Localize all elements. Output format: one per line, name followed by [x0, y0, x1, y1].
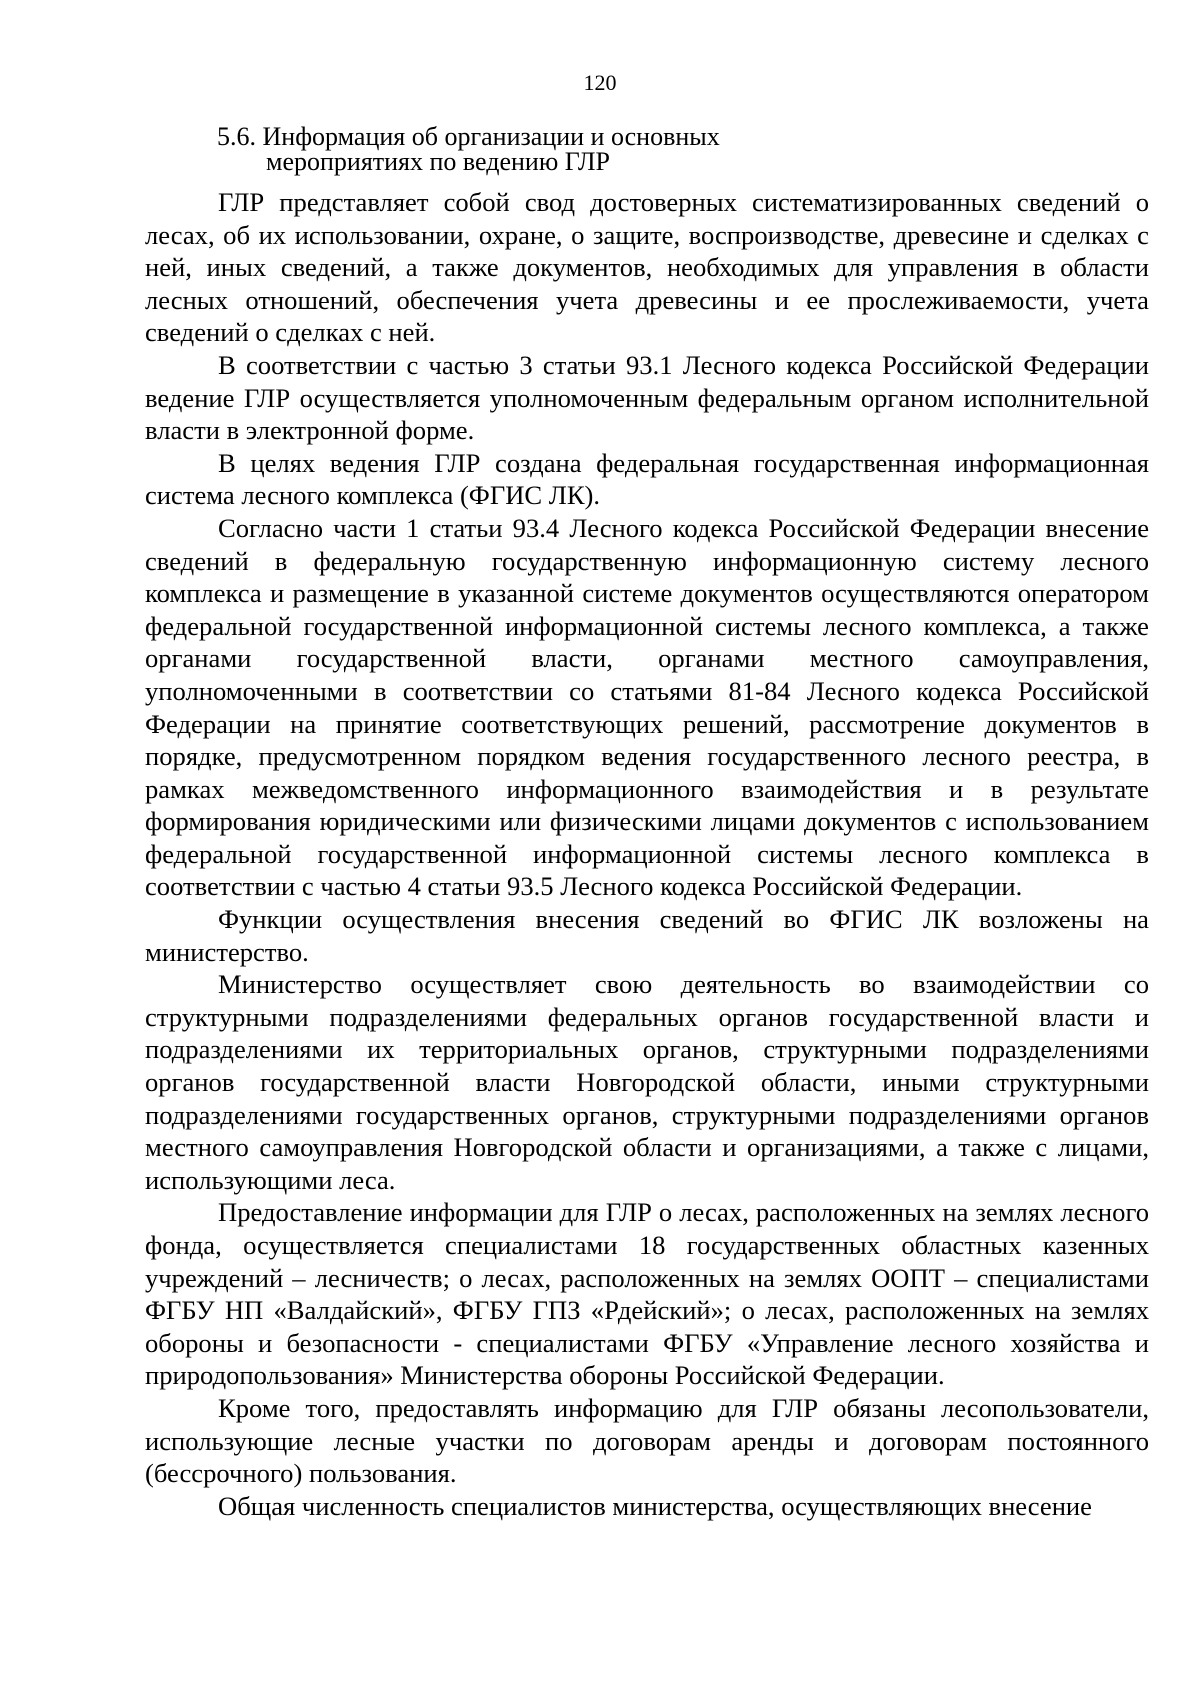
- section-heading-line-1: 5.6. Информация об организации и основных: [217, 122, 720, 151]
- paragraph-fgis-lk: В целях ведения ГЛР создана федеральная государственная информационная система лесного комплекса (ФГИС ЛК).: [145, 447, 1149, 511]
- document-body: [145, 186, 1149, 1522]
- paragraph-ministry-functions: Функции осуществления внесения сведений во ФГИС ЛК возложены на министерство.: [145, 904, 1149, 967]
- section-heading: [217, 124, 917, 174]
- paragraph-glr-definition: ГЛР представляет собой свод достоверных систематизированных сведений о лесах, об их использовании, охране, о защите, воспроизводстве, древесине и сделках с ней, иных сведений, а также документов, необходимых для управления в области лесных отношений, обеспечения учета древесины и ее прослеживаемости, учета сведений о сделках с ней.: [145, 187, 1149, 348]
- paragraph-specialists-count: Общая численность специалистов министерства, осуществляющих внесение: [218, 1490, 1092, 1521]
- paragraph-article-93-4: Согласно части 1 статьи 93.4 Лесного кодекса Российской Федерации внесение сведений в федеральную государственную информационную систему лесного комплекса и размещение в указанной системе документов осуществляются оператором федеральной государственной информационной системы лесного комплекса, а также органами государственной власти, органами местного самоуправления, уполномоченными в соответствии со статьями 81-84 Лесного кодекса Российской Федерации на принятие соответствующих решений, рассмотрение документов в порядке, предусмотренном порядком ведения государственного лесного реестра, в рамках межведомственного информационного взаимодействия и в результате формирования юридическими или физическими лицами документов с использованием федеральной государственной информационной системы лесного комплекса в соответствии с частью 4 статьи 93.5 Лесного кодекса Российской Федерации.: [145, 512, 1149, 902]
- page-number: 120: [583, 70, 617, 95]
- paragraph-ministry-cooperation: Министерство осуществляет свою деятельность во взаимодействии со структурными подразделениями федеральных органов государственной власти и подразделениями их территориальных органов, структурными подразделениями органов государственной власти Новгородской области, иными структурными подразделениями государственных органов, структурными подразделениями органов местного самоуправления Новгородской области и организациями, а также с лицами, использующими леса.: [145, 969, 1149, 1195]
- paragraph-forest-users: Кроме того, предоставлять информацию для ГЛР обязаны лесопользователи, использующие лесные участки по договорам аренды и договорам постоянного (бессрочного) пользования.: [145, 1392, 1149, 1489]
- paragraph-article-93-1: В соответствии с частью 3 статьи 93.1 Лесного кодекса Российской Федерации ведение ГЛР осуществляется уполномоченным федеральным органом исполнительной власти в электронной форме.: [145, 349, 1149, 446]
- section-heading-line-2: мероприятиях по ведению ГЛР: [266, 147, 610, 176]
- paragraph-information-providers: Предоставление информации для ГЛР о лесах, расположенных на землях лесного фонда, осуществляется специалистами 18 государственных областных казенных учреждений – лесничеств; о лесах, расположенных на землях ООПТ – специалистами ФГБУ НП «Валдайский», ФГБУ ГПЗ «Рдейский»; о лесах, расположенных на землях обороны и безопасности - специалистами ФГБУ «Управление лесного хозяйства и природопользования» Министерства обороны Российской Федерации.: [145, 1197, 1149, 1391]
